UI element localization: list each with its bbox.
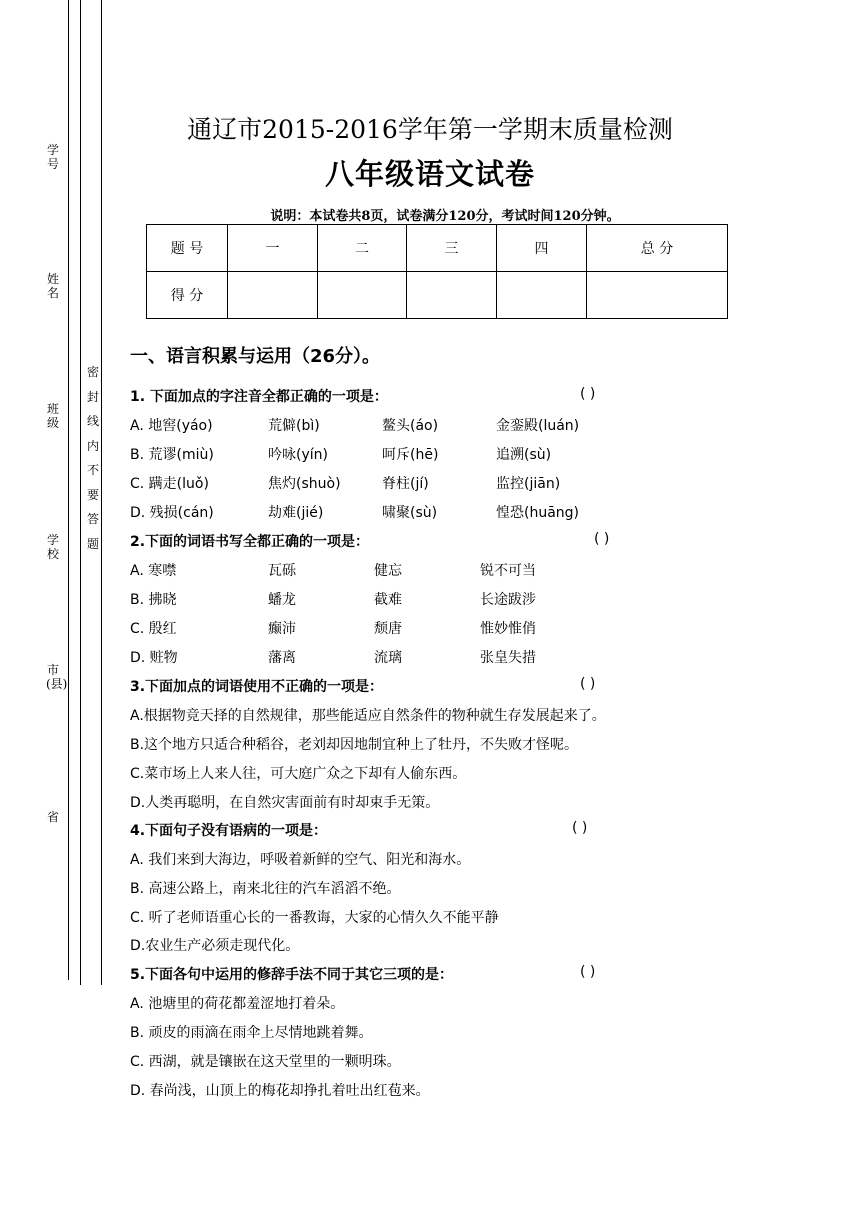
question-1-answer-blank[interactable]: ( ) [580, 386, 596, 402]
q1-option-a-3: 鳌头(áo) [382, 418, 439, 434]
question-3-stem: 3.下面加点的词语使用不正确的一项是： [130, 679, 384, 695]
q5-option-d: D. 春尚浅，山顶上的梅花却挣扎着吐出红苞来。 [130, 1083, 430, 1099]
q1-option-c-2: 焦灼(shuò) [268, 476, 341, 492]
q1-option-b-2: 吟咏(yín) [268, 447, 328, 463]
binding-line-inner-1 [80, 0, 81, 985]
section-1-title: 一、语言积累与运用（26分）。 [130, 346, 381, 367]
q1-option-b-4: 追溯(sù) [496, 447, 552, 463]
header-cell-part-3: 三 [407, 225, 497, 272]
question-2-stem: 2.下面的词语书写全都正确的一项是： [130, 534, 370, 550]
q2-option-c-4: 惟妙惟俏 [480, 621, 536, 637]
score-cell[interactable] [407, 272, 497, 319]
q2-option-d-2: 藩离 [268, 650, 296, 666]
q2-option-b-2: 蟠龙 [268, 592, 296, 608]
header-cell-part-4: 四 [497, 225, 587, 272]
label-city-county: 市(县) [46, 663, 68, 691]
exam-note: 说明：本试卷共8页，试卷满分120分，考试时间120分钟。 [270, 209, 620, 224]
q4-option-b: B. 高速公路上，南来北往的汽车滔滔不绝。 [130, 881, 401, 897]
q1-option-c-1: C. 蹒走(luǒ) [130, 476, 209, 492]
question-5-stem: 5.下面各句中运用的修辞手法不同于其它三项的是： [130, 967, 454, 983]
binding-line-inner-2 [101, 0, 102, 985]
score-table-header-row [147, 225, 728, 272]
label-name: 姓名 [46, 272, 59, 300]
q1-option-a-2: 荒僻(bì) [268, 418, 320, 434]
label-school: 学校 [46, 533, 59, 561]
q3-option-b: B.这个地方只适合种稻谷，老刘却因地制宜种上了牡丹，不失败才怪呢。 [130, 737, 579, 753]
score-row-label: 得 分 [147, 272, 228, 319]
q2-option-b-1: B. 拂晓 [130, 592, 177, 608]
question-4-stem: 4.下面句子没有语病的一项是： [130, 823, 328, 839]
q2-option-c-3: 颓唐 [374, 621, 402, 637]
label-class: 班级 [46, 402, 59, 430]
q3-option-d: D.人类再聪明，在自然灾害面前有时却束手无策。 [130, 795, 440, 811]
q1-option-d-4: 惶恐(huāng) [496, 505, 580, 521]
q1-option-b-1: B. 荒谬(miù) [130, 447, 214, 463]
exam-title: 通辽市2015-2016学年第一学期末质量检测 [187, 115, 673, 144]
score-cell[interactable] [228, 272, 318, 319]
q1-option-d-2: 劫难(jié) [268, 505, 324, 521]
q2-option-b-4: 长途跋涉 [480, 592, 536, 608]
q5-option-b: B. 顽皮的雨滴在雨伞上尽情地跳着舞。 [130, 1025, 373, 1041]
q3-option-a: A.根据物竞天择的自然规律，那些能适应自然条件的物种就生存发展起来了。 [130, 708, 606, 724]
q1-option-c-4: 监控(jiān) [496, 476, 561, 492]
q2-option-b-3: 截难 [374, 592, 402, 608]
q1-option-b-3: 呵斥(hē) [382, 447, 439, 463]
label-province: 省 [46, 810, 59, 824]
header-cell-part-1: 一 [228, 225, 318, 272]
score-table [146, 224, 728, 319]
q2-option-d-1: D. 赃物 [130, 650, 178, 666]
question-3-answer-blank[interactable]: ( ) [580, 676, 596, 692]
binding-line-outer [68, 0, 69, 980]
q5-option-a: A. 池塘里的荷花都羞涩地打着朵。 [130, 996, 345, 1012]
q1-option-d-3: 啸聚(sù) [382, 505, 438, 521]
q2-option-a-3: 健忘 [374, 563, 402, 579]
header-cell-label: 题 号 [147, 225, 228, 272]
q1-option-a-4: 金銮殿(luán) [496, 418, 580, 434]
seal-line-notice: 密封线内不要答题 [86, 365, 99, 551]
question-5-answer-blank[interactable]: ( ) [580, 964, 596, 980]
q4-option-c: C. 听了老师语重心长的一番教诲，大家的心情久久不能平静 [130, 910, 499, 926]
q2-option-a-1: A. 寒噤 [130, 563, 177, 579]
score-cell[interactable] [497, 272, 587, 319]
question-2-answer-blank[interactable]: ( ) [594, 531, 610, 547]
q2-option-c-2: 癫沛 [268, 621, 296, 637]
paper-subtitle: 八年级语文试卷 [324, 157, 535, 191]
score-cell[interactable] [318, 272, 407, 319]
score-cell-total[interactable] [587, 272, 728, 319]
question-4-answer-blank[interactable]: ( ) [572, 820, 588, 836]
q5-option-c: C. 西湖，就是镶嵌在这天堂里的一颗明珠。 [130, 1054, 401, 1070]
q2-option-d-3: 流璃 [374, 650, 402, 666]
header-cell-total: 总 分 [587, 225, 728, 272]
question-1-stem: 1. 下面加点的字注音全都正确的一项是： [130, 389, 388, 405]
q4-option-d: D.农业生产必须走现代化。 [130, 938, 300, 954]
q3-option-c: C.菜市场上人来人往，可大庭广众之下却有人偷东西。 [130, 766, 467, 782]
q1-option-c-3: 脊柱(jí) [382, 476, 429, 492]
q4-option-a: A. 我们来到大海边，呼吸着新鲜的空气、阳光和海水。 [130, 852, 471, 868]
q2-option-a-4: 锐不可当 [480, 563, 536, 579]
q2-option-a-2: 瓦砾 [268, 563, 296, 579]
header-cell-part-2: 二 [318, 225, 407, 272]
q1-option-d-1: D. 残损(cán) [130, 505, 214, 521]
q2-option-d-4: 张皇失措 [480, 650, 536, 666]
score-table-score-row [147, 272, 728, 319]
q1-option-a-1: A. 地窖(yáo) [130, 418, 213, 434]
label-student-id: 学号 [46, 143, 59, 171]
q2-option-c-1: C. 殷红 [130, 621, 177, 637]
